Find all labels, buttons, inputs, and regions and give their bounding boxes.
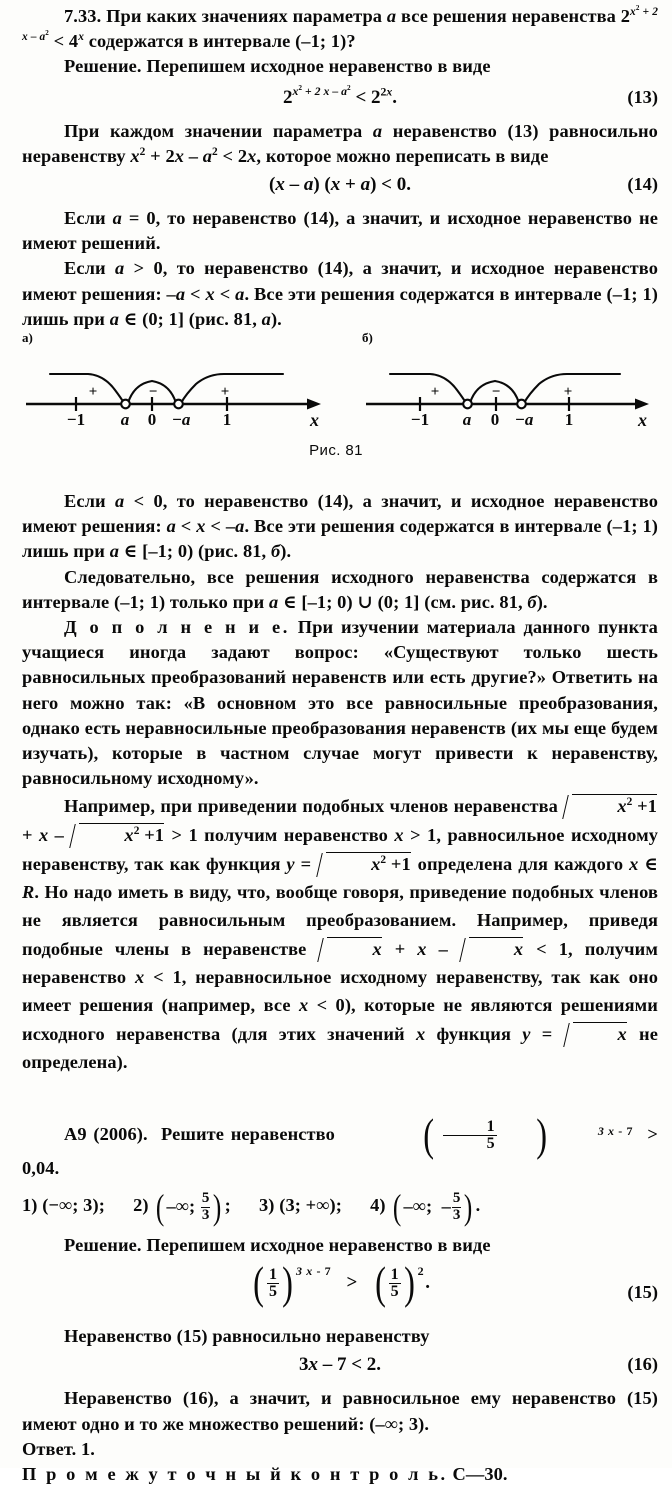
panel-b-label: б)	[362, 330, 373, 345]
after-figure-block	[22, 489, 658, 1076]
problem-a9-block	[22, 1110, 658, 1487]
a9-base-den: 5	[443, 1135, 497, 1152]
panel-a-tick-zero: 0	[147, 410, 157, 429]
dopolnenie-paragraph: Д о п о л н е н и е. При изучении материала данного пункта учащиеся иногда задают вопрос: «Существуют только шесть равносильных преобразований неравенств или есть другие?» Ответить на него можно так: «В основном это все равносильные преобразования, однако есть неравносильные преобразования неравенств (их мы еще будем изучать), которые в частном случае могут привести к неравенству, равносильному исходному».	[22, 617, 658, 789]
a9-year: (2006).	[93, 1123, 148, 1144]
equation-13-body: $2^{x^2 + 2 x - a^2} < 2^{2x}$.	[282, 83, 398, 108]
option-3-marker: 3)	[259, 1195, 275, 1216]
panel-a-axis-label: x	[310, 410, 319, 430]
panel-a-tick-minus-a: −a	[171, 410, 191, 429]
answer-value: 1.	[80, 1438, 95, 1459]
equation-13-number: (13)	[627, 86, 658, 107]
paragraph-1: При каждом значении параметра a неравенство (13) равносильно неравенству $x^2 + 2x - a^2 < 2x$, которое можно переписать в виде	[22, 120, 658, 166]
exp-1: x2 + 2 x – a2	[22, 4, 659, 44]
paragraph-3: Если a > 0, то неравенство (14), а значит, и исходное неравенство имеют решения: –a < x < a. Все эти решения содержатся в интервале (–1; 1) лишь при a ∈ (0; 1] (рис. 81, а).	[22, 258, 659, 329]
option-2-marker: 2)	[133, 1195, 149, 1216]
panel-a-sign-2: −	[148, 384, 158, 400]
option-2-interval: (–∞; $\frac{5}{3}$ )	[156, 1187, 222, 1228]
problem-number: 7.33.	[64, 6, 102, 26]
panel-b-sign-1: +	[430, 384, 440, 400]
option-1[interactable]	[22, 1195, 105, 1215]
equation-14	[22, 174, 658, 200]
a9-power-expression: ( $\frac{1}{5}$ ) 3 x - 7	[422, 1110, 634, 1160]
radical-3: $x^2 +1$	[318, 849, 411, 878]
radical-4: x	[319, 934, 381, 963]
panel-b-sign-2: −	[491, 384, 501, 400]
panel-b-numberline	[358, 348, 658, 426]
equation-15-body: ( $\frac{1}{5}$ ) 3 x - 7 > ( $\frac{1}{5}$ ) 2.	[253, 1258, 430, 1309]
answer-label: Ответ.	[22, 1438, 77, 1459]
dopolnenie-label: Д о п о л н е н и е.	[64, 617, 290, 638]
panel-a-tick-a: a	[120, 410, 130, 429]
panel-b-tick-a: a	[462, 410, 472, 429]
paragraph-5: Следовательно, все решения исходного неравенства содержатся в интервале (–1; 1) только при a ∈ [–1; 0) ∪ (0; 1] (см. рис. 81, б).	[22, 566, 658, 612]
equation-15-number: (15)	[627, 1282, 658, 1303]
panel-b-sign-3: +	[563, 384, 573, 400]
panel-b-tick-one: 1	[564, 410, 574, 429]
a9-solution-intro-text: Перепишем исходное неравенство в виде	[146, 1234, 491, 1255]
problem-7-33-block	[22, 4, 658, 332]
panel-b-tick-minus-a: −a	[514, 410, 534, 429]
radical-2: $x^2 +1$	[71, 820, 164, 849]
problem-a9-statement	[22, 1110, 658, 1183]
problem-7-33-statement	[22, 4, 658, 54]
panel-a-label: а)	[22, 330, 33, 345]
a9-base-num: 1	[486, 1117, 495, 1135]
a9-relation: > 0,04.	[22, 1123, 658, 1179]
a9-solution-label: Решение.	[64, 1234, 142, 1255]
solution-intro-text: Перепишем исходное неравенство в виде	[146, 56, 491, 77]
dopolnenie-paragraph-2: Например, при приведении подобных членов неравенства $x^2 +1 + x - x^2 +1 > 1$ получим неравенство x > 1, равносильное исходному неравенству, так как функция $y = x^2 +1$ определена для каждого x ∈ R. Но надо иметь в виду, что, вообще говоря, приведение подобных членов не является равносильным преобразованием. Например, приведя подобные члены в неравенстве x + x – x < 1, получим неравенство x < 1, неравносильное исходному неравенству, так как оно имеет решения (например, все x < 0), которые не являются решениями исходного неравенства (для этих значений x функция y = x не определена).	[22, 791, 658, 1076]
option-4[interactable]: 4) (–∞; – $\frac{5}{3}$ ) .	[370, 1187, 481, 1228]
radical-6: x	[565, 1019, 627, 1048]
panel-a-sign-3: +	[220, 384, 230, 400]
a9-prompt: Решите неравенство	[160, 1123, 335, 1144]
figure-panel-b	[358, 330, 658, 430]
statement-text-3: неравенства $2^{x^2 + 2 x - a^2} < 4^x$ содержатся в интервале (–1; 1)?	[22, 4, 659, 52]
a9-power: 3 x - 7	[597, 1124, 634, 1138]
solution-intro-733	[22, 54, 658, 79]
paragraph-2: Если a = 0, то неравенство (14), а значит, и исходное неравенство не имеют решений.	[22, 208, 658, 254]
figure-panel-a	[18, 330, 328, 430]
radical-1: $x^2 +1$	[564, 791, 657, 820]
control-line	[22, 1462, 658, 1487]
equation-16-number: (16)	[627, 1354, 658, 1375]
equation-15-relation: >	[346, 1272, 358, 1293]
paragraph-4: Если a < 0, то неравенство (14), а значит, и исходное неравенство имеют решения: a < x < –a. Все эти решения содержатся в интервале (–1; 1) лишь при a ∈ [–1; 0) (рис. 81, б).	[22, 491, 659, 562]
statement-text-2: все решения	[401, 6, 507, 26]
a9-answer	[22, 1437, 658, 1462]
panel-a-sign-1: +	[88, 384, 98, 400]
equation-15	[22, 1258, 658, 1318]
exp-2: x	[78, 31, 85, 44]
panel-b-tick-minus1: −1	[410, 410, 430, 429]
figure-81	[0, 330, 672, 459]
control-label: П р о м е ж у т о ч н ы й к о н т р о л ь.	[22, 1463, 448, 1484]
a9-number: A9	[64, 1123, 87, 1144]
option-3-text: (3; +∞);	[279, 1195, 342, 1216]
equation-16	[22, 1354, 658, 1380]
option-3[interactable]	[259, 1195, 342, 1215]
equation-14-number: (14)	[627, 174, 658, 195]
option-2[interactable]: 2) (–∞; $\frac{5}{3}$ ) ;	[133, 1187, 231, 1228]
statement-param: a	[386, 6, 397, 26]
option-1-text: (−∞; 3);	[42, 1195, 105, 1216]
a9-after-15: Неравенство (15) равносильно неравенству	[64, 1326, 430, 1347]
panel-a-tick-minus1: −1	[66, 410, 86, 429]
radical-5: x	[461, 934, 523, 963]
control-value: С—30.	[452, 1463, 508, 1484]
equation-14-body: (x – a) (x + a) < 0.	[269, 174, 411, 196]
panel-b-tick-zero: 0	[490, 410, 500, 429]
a9-solution-intro	[22, 1233, 658, 1258]
solution-label: Решение.	[64, 56, 142, 77]
a9-options	[22, 1187, 658, 1228]
option-1-marker: 1)	[22, 1195, 38, 1216]
option-4-marker: 4)	[370, 1195, 386, 1216]
equation-13	[22, 83, 658, 113]
equation-16-body: 3x – 7 < 2.	[298, 1354, 382, 1376]
a9-final-paragraph: Неравенство (16), а значит, и равносильное ему неравенство (15) имеют одно и то же множество решений: (–∞; 3).	[22, 1388, 658, 1434]
panel-a-tick-one: 1	[222, 410, 232, 429]
panel-b-axis-label: x	[638, 410, 647, 430]
statement-text-1: При каких значениях параметра	[106, 6, 383, 26]
option-4-interval: (–∞; – $\frac{5}{3}$ )	[393, 1187, 473, 1228]
figure-caption: Рис. 81	[309, 442, 363, 459]
